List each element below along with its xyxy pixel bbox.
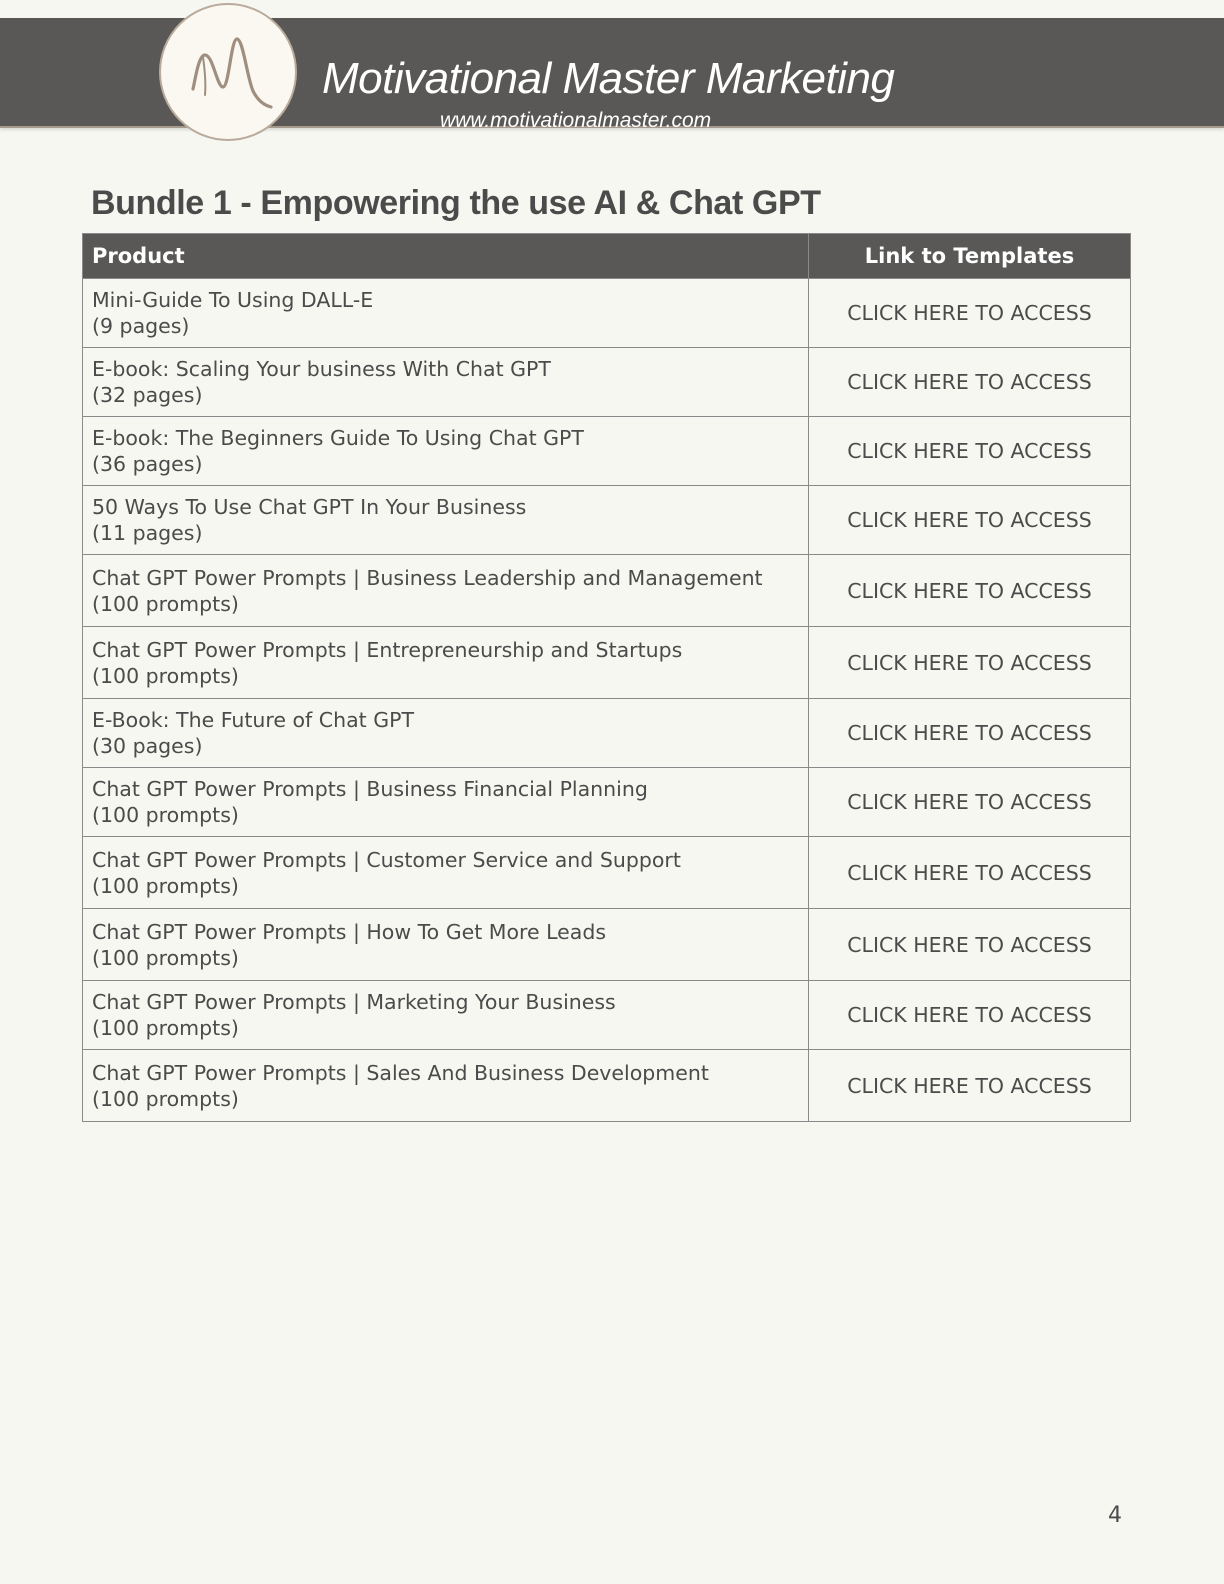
access-link[interactable]: CLICK HERE TO ACCESS	[809, 768, 1131, 837]
access-link[interactable]: CLICK HERE TO ACCESS	[809, 555, 1131, 627]
product-detail: (100 prompts)	[92, 1086, 239, 1111]
product-detail: (11 pages)	[92, 521, 203, 545]
product-cell	[83, 417, 809, 486]
product-detail: (100 prompts)	[92, 945, 239, 970]
access-link[interactable]: CLICK HERE TO ACCESS	[809, 699, 1131, 768]
product-detail: (30 pages)	[92, 734, 203, 758]
product-cell	[83, 555, 809, 627]
table-row	[83, 699, 1131, 768]
access-link[interactable]: CLICK HERE TO ACCESS	[809, 279, 1131, 348]
access-link[interactable]: CLICK HERE TO ACCESS	[809, 348, 1131, 417]
product-name: Chat GPT Power Prompts | Sales And Business Development	[92, 1060, 709, 1085]
table-header-row	[83, 234, 1131, 279]
table-row	[83, 981, 1131, 1050]
product-cell	[83, 486, 809, 555]
table-row	[83, 486, 1131, 555]
access-link[interactable]: CLICK HERE TO ACCESS	[809, 981, 1131, 1050]
product-cell	[83, 837, 809, 909]
product-name: Chat GPT Power Prompts | Marketing Your Business	[92, 990, 616, 1014]
access-link[interactable]: CLICK HERE TO ACCESS	[809, 486, 1131, 555]
table-row	[83, 417, 1131, 486]
access-link[interactable]: CLICK HERE TO ACCESS	[809, 909, 1131, 981]
bundle-title: Bundle 1 - Empowering the use AI & Chat GPT	[91, 184, 821, 222]
product-name: E-book: The Beginners Guide To Using Chat GPT	[92, 426, 584, 450]
table-row	[83, 348, 1131, 417]
product-detail: (9 pages)	[92, 314, 190, 338]
product-name: E-Book: The Future of Chat GPT	[92, 708, 414, 732]
product-detail: (100 prompts)	[92, 873, 239, 898]
product-cell	[83, 699, 809, 768]
table-row	[83, 837, 1131, 909]
access-link[interactable]: CLICK HERE TO ACCESS	[809, 627, 1131, 699]
table-row	[83, 768, 1131, 837]
product-column-header: Product	[83, 234, 809, 279]
page-number: 4	[1108, 1503, 1122, 1528]
product-detail: (100 prompts)	[92, 803, 239, 827]
products-table	[82, 233, 1131, 1122]
brand-title: Motivational Master Marketing	[322, 54, 895, 103]
access-link[interactable]: CLICK HERE TO ACCESS	[809, 837, 1131, 909]
product-cell	[83, 909, 809, 981]
product-cell	[83, 981, 809, 1050]
product-detail: (100 prompts)	[92, 663, 239, 688]
table-row	[83, 279, 1131, 348]
access-link[interactable]: CLICK HERE TO ACCESS	[809, 417, 1131, 486]
product-detail: (36 pages)	[92, 452, 203, 476]
table-row	[83, 1050, 1131, 1122]
link-column-header: Link to Templates	[809, 234, 1131, 279]
access-link[interactable]: CLICK HERE TO ACCESS	[809, 1050, 1131, 1122]
product-detail: (100 prompts)	[92, 1016, 239, 1040]
product-cell	[83, 768, 809, 837]
table-row	[83, 627, 1131, 699]
table-row	[83, 909, 1131, 981]
product-name: Chat GPT Power Prompts | Entrepreneurship and Startups	[92, 637, 683, 662]
product-name: Mini-Guide To Using DALL-E	[92, 288, 374, 312]
product-name: Chat GPT Power Prompts | Business Financial Planning	[92, 777, 648, 801]
product-cell	[83, 627, 809, 699]
product-detail: (32 pages)	[92, 383, 203, 407]
product-cell	[83, 348, 809, 417]
product-name: E-book: Scaling Your business With Chat GPT	[92, 357, 551, 381]
product-cell	[83, 279, 809, 348]
website-url[interactable]: www.motivationalmaster.com	[440, 109, 712, 132]
table-row	[83, 555, 1131, 627]
product-detail: (100 prompts)	[92, 591, 239, 616]
product-name: 50 Ways To Use Chat GPT In Your Business	[92, 495, 527, 519]
m-monogram-logo-icon	[159, 3, 297, 141]
product-name: Chat GPT Power Prompts | Customer Service and Support	[92, 847, 681, 872]
product-cell	[83, 1050, 809, 1122]
product-name: Chat GPT Power Prompts | Business Leadership and Management	[92, 565, 763, 590]
product-name: Chat GPT Power Prompts | How To Get More Leads	[92, 919, 607, 944]
